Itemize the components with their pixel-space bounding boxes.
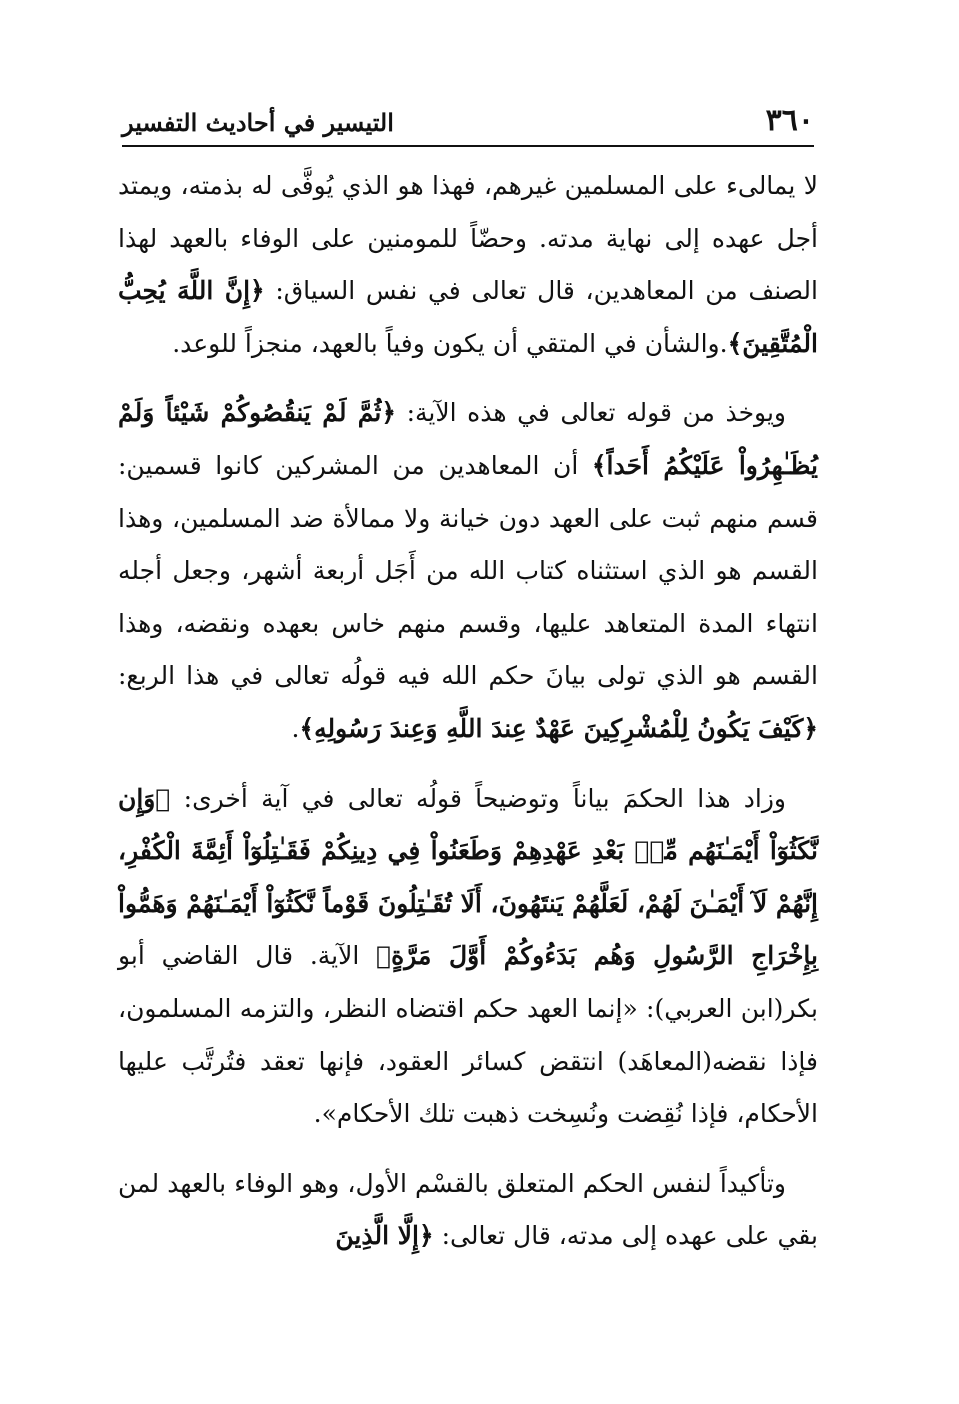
quran-verse: ﴿ثُمَّ لَمْ يَنقُصُوكُمْ شَيْئاً وَلَمْ يُظَـٰهِرُواْ عَلَيْكُمُ أَحَداً﴾ xyxy=(118,398,818,480)
text-segment: الآية. قال القاضي أبو بكر(ابن العربي): «إنما العهد حكم اقتضاه النظر، والتزمه المسلمون، فإذا نقضه(المعاهَد) انتقض كسائر العقود، فإنها تعقد فتُرتَّب عليها الأحكام، فإذا نُقِضت ونُسِخت ذهبت تلك الأحكام». xyxy=(118,941,818,1129)
text-segment: ويوخذ من قوله تعالى في هذه الآية: xyxy=(396,398,786,428)
quran-verse: ﴿وَإِن نَّكَثُوٓاْ أَيْمَـٰنَهُم مِّنۢ بَعْدِ عَهْدِهِمْ وَطَعَنُواْ فِي دِينِكُمْ فَقَـٰتِلُوٓاْ أَئِمَّةَ الْكُفْرِ، إِنَّهُمْ لَآ أَيْمَـٰنَ لَهُمْ، لَعَلَّهُمْ يَنتَهُونَ، أَلَا تُقَـٰتِلُونَ قَوْماً نَّكَثُوٓاْ أَيْمَـٰنَهُمْ وَهَمُّواْ بِإِخْرَاجِ الرَّسُولِ وَهُم بَدَءُوكُمْ أَوَّلَ مَرَّةٍ﴾ xyxy=(118,783,818,971)
quran-verse: ﴿كَيْفَ يَكُونُ لِلْمُشْرِكِينَ عَهْدٌ عِندَ اللَّهِ وَعِندَ رَسُولِهِ﴾ xyxy=(299,713,818,743)
text-segment: . xyxy=(291,713,300,743)
paragraph-3 xyxy=(118,773,818,1141)
header-divider xyxy=(122,145,814,147)
page-number: ٣٦٠ xyxy=(765,103,814,138)
text-segment: وتأكيداً لنفس الحكم المتعلق بالقسْم الأول، وهو الوفاء بالعهد لمن بقي على عهده إلى مدته، قال تعالى: xyxy=(118,1168,818,1251)
text-segment: وزاد هذا الحكمَ بياناً وتوضيحاً قولُه تعالى في آية أخرى: xyxy=(170,783,786,813)
main-text xyxy=(118,160,818,1263)
text-segment: لا يمالىء على المسلمين غيرهم، فهذا هو الذي يُوفَّى له بذمته، ويمتد أجل عهده إلى نهاية مدته. وحضّاً للمومنين على الوفاء بالعهد لهذا الصنف من المعاهدين، قال تعالى في نفس السياق: xyxy=(118,171,818,306)
quran-verse: ﴿إِنَّ اللَّهَ يُحِبُّ الْمُتَّقِينَ﴾ xyxy=(118,276,818,358)
running-header xyxy=(122,98,814,144)
quran-verse: ﴿إِلَّا الَّذِينَ xyxy=(335,1221,434,1251)
paragraph-4 xyxy=(118,1158,818,1263)
text-segment: أن المعاهدين من المشركين كانوا قسمين: قسم منهم ثبت على العهد دون خيانة ولا ممالأة ضد المسلمين، وهذا القسم هو الذي استثناه كتاب الله من أَجَل أربعة أشهر، وجعل أجله انتهاء المدة المتعاهد عليها، وقسم منهم خاس بعهده ونقضه، وهذا القسم هو الذي تولى بيانَ حكم الله فيه قولُه تعالى في هذا الربع: xyxy=(118,450,818,691)
book-title: التيسير في أحاديث التفسير xyxy=(122,108,394,137)
text-segment: .والشأن في المتقي أن يكون وفياً بالعهد، منجزاً للوعد. xyxy=(172,328,728,358)
paragraph-1 xyxy=(118,160,818,370)
paragraph-2 xyxy=(118,387,818,755)
